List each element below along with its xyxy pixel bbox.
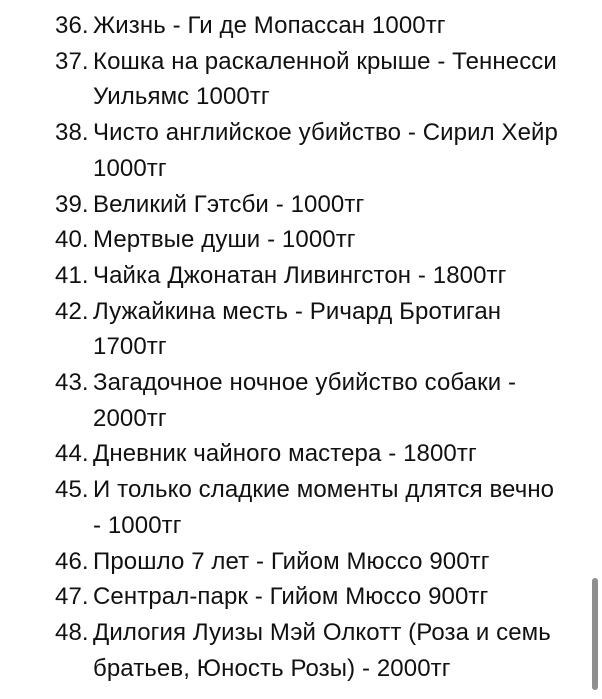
- item-text: Чайка Джонатан Ливингстон - 1800тг: [93, 261, 507, 289]
- item-number: 48.: [55, 618, 89, 646]
- item-number: 38.: [55, 119, 89, 147]
- item-number: 43.: [55, 369, 89, 397]
- item-text: Кошка на раскаленной крыше - Теннесси Уильямс 1000тг: [93, 47, 557, 111]
- book-list: [0, 8, 590, 686]
- item-text: Лужайкина месть - Ричард Бротиган 1700тг: [93, 297, 502, 361]
- list-item: [0, 44, 590, 115]
- item-number: 45.: [55, 476, 89, 504]
- list-item: [0, 615, 590, 686]
- item-number: 39.: [55, 190, 89, 218]
- item-number: 37.: [55, 47, 89, 75]
- list-item: [0, 294, 590, 365]
- list-item: [0, 579, 590, 615]
- item-text: Великий Гэтсби - 1000тг: [93, 190, 365, 218]
- item-number: 36.: [55, 12, 89, 39]
- item-number: 41.: [55, 261, 89, 289]
- list-item: [0, 258, 590, 294]
- list-item: [0, 544, 590, 580]
- item-text: И только сладкие моменты длятся вечно - 1000тг: [93, 476, 555, 539]
- item-text: Жизнь - Ги де Мопассан 1000тг: [93, 12, 446, 39]
- list-item: [0, 222, 590, 258]
- item-text: Дневник чайного мастера - 1800тг: [93, 440, 477, 468]
- item-number: 47.: [55, 583, 89, 611]
- item-text: Сентрал-парк - Гийом Мюссо 900тг: [93, 583, 489, 611]
- list-item: [0, 115, 590, 186]
- item-text: Чисто английское убийство - Сирил Хейр 1000тг: [93, 119, 558, 182]
- item-number: 44.: [55, 440, 89, 468]
- list-item: [0, 187, 590, 223]
- item-number: 40.: [55, 226, 89, 254]
- item-text: Загадочное ночное убийство собаки - 2000тг: [93, 369, 517, 432]
- item-text: Мертвые души - 1000тг: [93, 226, 356, 254]
- list-item: [0, 436, 590, 472]
- item-number: 42.: [55, 297, 89, 325]
- item-text: Прошло 7 лет - Гийом Мюссо 900тг: [93, 547, 490, 575]
- list-item: [0, 365, 590, 436]
- list-item: [0, 8, 590, 44]
- item-number: 46.: [55, 547, 89, 575]
- scrollbar-thumb[interactable]: [592, 578, 598, 690]
- item-text: Дилогия Луизы Мэй Олкотт (Роза и семь братьев, Юность Розы) - 2000тг: [93, 618, 551, 682]
- list-item: [0, 472, 590, 543]
